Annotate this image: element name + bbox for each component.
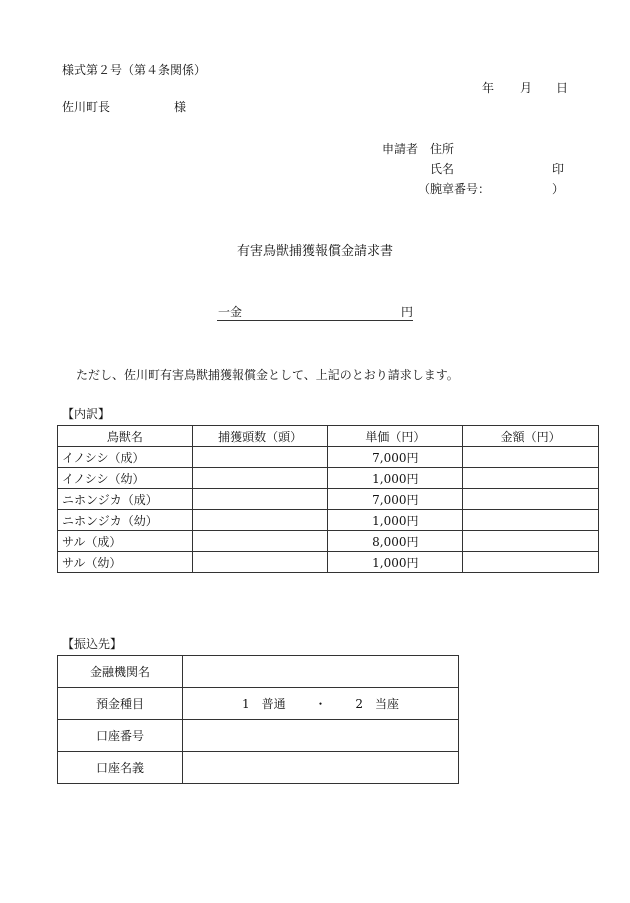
applicant-label: 申請者	[382, 142, 419, 156]
amount-cell[interactable]	[463, 552, 599, 573]
institution-input[interactable]	[183, 656, 459, 688]
breakdown-section-label: 【内訳】	[62, 407, 111, 421]
bank-row-institution	[58, 656, 459, 688]
unit-price-cell: 1,000円	[328, 468, 463, 489]
bank-section-label: 【振込先】	[62, 637, 123, 651]
table-row	[58, 510, 599, 531]
table-row	[58, 552, 599, 573]
amount-cell[interactable]	[463, 468, 599, 489]
breakdown-header-row	[58, 426, 599, 447]
header-amount: 金額（円）	[463, 426, 599, 447]
account-name-input[interactable]	[183, 752, 459, 784]
amount-cell[interactable]	[463, 531, 599, 552]
deposit-option-ordinary[interactable]: 1 普通	[242, 697, 286, 711]
request-statement: ただし、佐川町有害鳥獣捕獲報償金として、上記のとおり請求します。	[76, 368, 459, 382]
header-unit-price: 単価（円）	[328, 426, 463, 447]
count-cell[interactable]	[192, 468, 328, 489]
bank-row-account-number	[58, 720, 459, 752]
unit-price-cell: 7,000円	[328, 489, 463, 510]
addressee-suffix: 様	[174, 100, 187, 114]
count-cell[interactable]	[192, 447, 328, 468]
account-name-label: 口座名義	[58, 752, 183, 784]
amount-prefix: 一金	[218, 305, 243, 319]
animal-name-cell: イノシシ（成）	[58, 447, 193, 468]
date-day-label: 日	[556, 81, 569, 95]
breakdown-table	[57, 425, 599, 573]
institution-label: 金融機関名	[58, 656, 183, 688]
count-cell[interactable]	[192, 489, 328, 510]
table-row	[58, 531, 599, 552]
animal-name-cell: サル（成）	[58, 531, 193, 552]
deposit-option-current[interactable]: 2 当座	[355, 697, 399, 711]
date-month-label: 月	[520, 81, 533, 95]
table-row	[58, 468, 599, 489]
form-number: 様式第２号（第４条関係）	[62, 63, 207, 77]
amount-suffix: 円	[401, 305, 414, 319]
bank-table	[57, 655, 459, 784]
amount-underline	[217, 320, 413, 321]
unit-price-cell: 7,000円	[328, 447, 463, 468]
deposit-separator: ・	[314, 697, 327, 711]
unit-price-cell: 1,000円	[328, 510, 463, 531]
animal-name-cell: ニホンジカ（幼）	[58, 510, 193, 531]
account-number-label: 口座番号	[58, 720, 183, 752]
amount-cell[interactable]	[463, 447, 599, 468]
unit-price-cell: 1,000円	[328, 552, 463, 573]
unit-price-cell: 8,000円	[328, 531, 463, 552]
table-row	[58, 489, 599, 510]
armband-number-open: （腕章番号：	[418, 182, 491, 196]
count-cell[interactable]	[192, 552, 328, 573]
account-number-input[interactable]	[183, 720, 459, 752]
animal-name-cell: イノシシ（幼）	[58, 468, 193, 489]
name-label: 氏名	[430, 162, 455, 176]
animal-name-cell: サル（幼）	[58, 552, 193, 573]
table-row	[58, 447, 599, 468]
addressee: 佐川町長	[62, 100, 111, 114]
bank-row-deposit-type	[58, 688, 459, 720]
bank-row-account-name	[58, 752, 459, 784]
header-animal: 鳥獣名	[58, 426, 193, 447]
count-cell[interactable]	[192, 531, 328, 552]
deposit-type-options	[183, 688, 459, 720]
armband-number-close: ）	[552, 182, 565, 196]
date-year-label: 年	[482, 81, 495, 95]
header-count: 捕獲頭数（頭）	[192, 426, 328, 447]
deposit-type-label: 預金種目	[58, 688, 183, 720]
animal-name-cell: ニホンジカ（成）	[58, 489, 193, 510]
count-cell[interactable]	[192, 510, 328, 531]
amount-cell[interactable]	[463, 510, 599, 531]
seal-label: 印	[552, 162, 565, 176]
amount-cell[interactable]	[463, 489, 599, 510]
address-label: 住所	[430, 142, 455, 156]
document-title: 有害鳥獣捕獲報償金請求書	[236, 244, 393, 259]
